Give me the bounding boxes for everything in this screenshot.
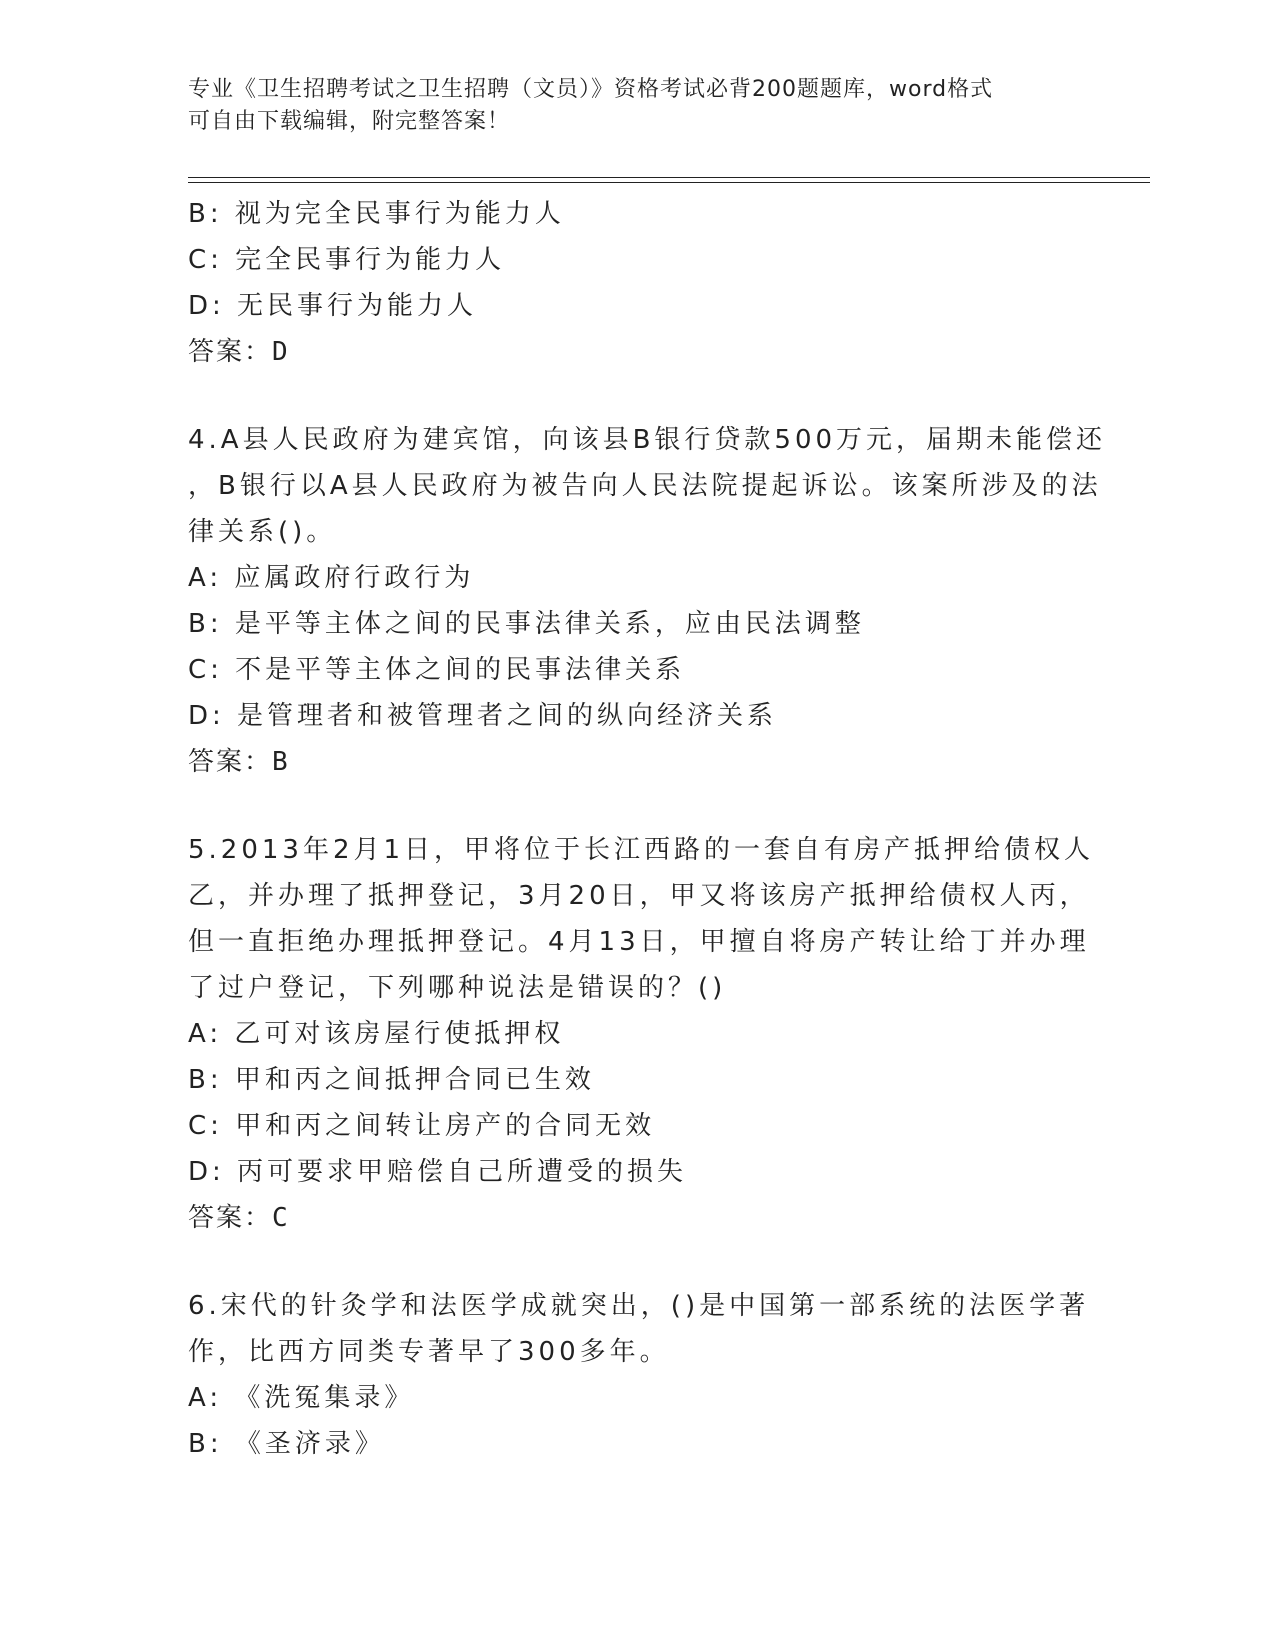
page-header [188, 74, 1088, 138]
option-a: A: 乙可对该房屋行使抵押权 [188, 1019, 565, 1049]
answer-label: 答案： [188, 747, 273, 777]
question-list [188, 191, 1107, 1467]
option-c: C: 甲和丙之间转让房产的合同无效 [188, 1111, 656, 1141]
answer-line [188, 329, 1088, 375]
question-stem-line: ，B银行以A县人民政府为被告向人民法院提起诉讼。该案所涉及的法 [188, 471, 1102, 501]
question-6 [188, 1283, 1088, 1467]
spacer [188, 1241, 1088, 1283]
answer-label: 答案： [188, 337, 273, 367]
option-b: B: 视为完全民事行为能力人 [188, 199, 565, 229]
question-stem-line: 作，比西方同类专著早了300多年。 [188, 1337, 670, 1367]
spacer [188, 375, 1088, 417]
question-stem-line: 乙，并办理了抵押登记，3月20日，甲又将该房产抵押给债权人丙， [188, 881, 1090, 911]
option-d: D: 丙可要求甲赔偿自己所遭受的损失 [188, 1157, 688, 1187]
question-stem-line: 6.宋代的针灸学和法医学成就突出，()是中国第一部系统的法医学著 [188, 1291, 1090, 1321]
answer-value: B [272, 747, 290, 777]
answer-value: C [272, 1203, 290, 1233]
option-a: A: 《洗冤集录》 [188, 1383, 415, 1413]
question-4 [188, 417, 1107, 785]
option-b: B: 甲和丙之间抵押合同已生效 [188, 1065, 595, 1095]
header-rule-bottom [188, 182, 1150, 183]
option-d: D: 是管理者和被管理者之间的纵向经济关系 [188, 701, 778, 731]
answer-label: 答案： [188, 1203, 273, 1233]
question-stem-line: 但一直拒绝办理抵押登记。4月13日，甲擅自将房产转让给丁并办理 [188, 927, 1090, 957]
header-rule-top [188, 177, 1150, 178]
question-stem-line: 律关系()。 [188, 517, 337, 547]
option-a: A: 应属政府行政行为 [188, 563, 475, 593]
spacer [188, 785, 1088, 827]
option-c: C: 完全民事行为能力人 [188, 245, 506, 275]
header-line-2: 可自由下载编辑，附完整答案！ [188, 109, 511, 134]
answer-line [188, 739, 1088, 785]
question-stem-line: 4.A县人民政府为建宾馆，向该县B银行贷款500万元，届期未能偿还 [188, 425, 1107, 455]
answer-line [188, 1195, 1088, 1241]
question-5 [188, 827, 1095, 1241]
option-d: D: 无民事行为能力人 [188, 291, 478, 321]
question-stem-line: 5.2013年2月1日，甲将位于长江西路的一套自有房产抵押给债权人 [188, 835, 1095, 865]
question-3 [188, 191, 1088, 375]
option-b: B: 《圣济录》 [188, 1429, 385, 1459]
option-c: C: 不是平等主体之间的民事法律关系 [188, 655, 686, 685]
header-line-1: 专业《卫生招聘考试之卫生招聘（文员）》资格考试必背200题题库，word格式 [188, 77, 994, 102]
question-stem-line: 了过户登记，下列哪种说法是错误的？() [188, 973, 727, 1003]
option-b: B: 是平等主体之间的民事法律关系，应由民法调整 [188, 609, 865, 639]
answer-value: D [272, 337, 290, 367]
